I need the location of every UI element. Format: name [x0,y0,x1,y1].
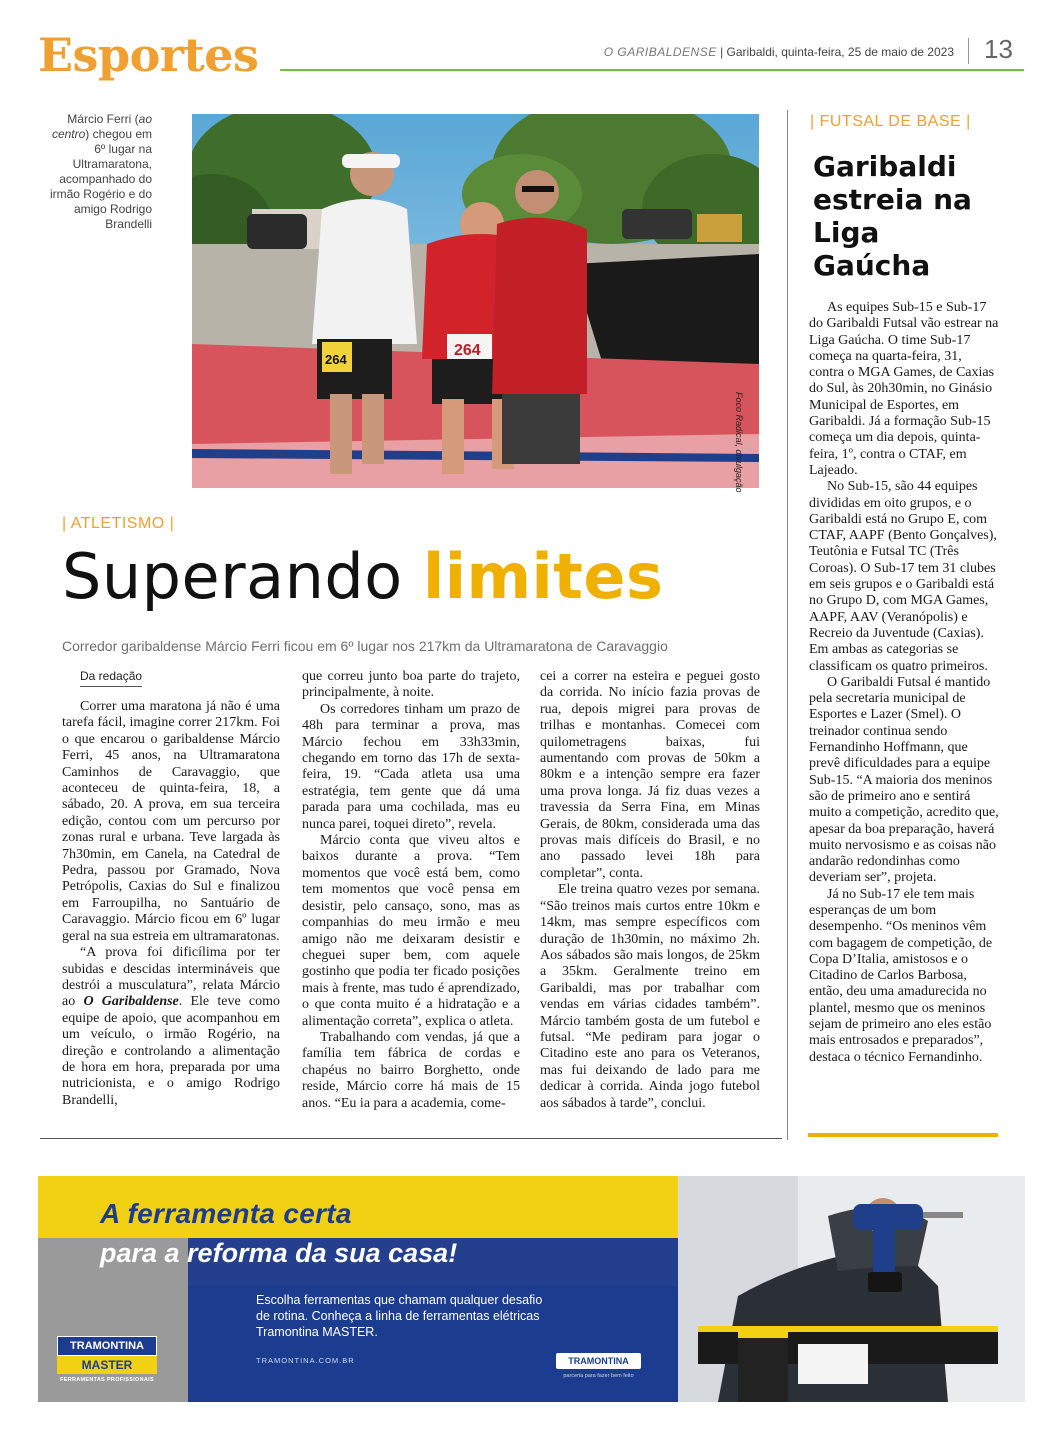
header-divider [280,69,1024,71]
paragraph: Os corredores tinham um prazo de 48h para terminar a prova, mas Márcio fechou em 33h33min, chegando em torno das 17h de sexta-feira, 19. “Cada atleta usa uma estratégia, tem gente que dá uma parada para uma cochilada, mas eu nunca parei, toquei direto”, revela. [302,701,520,832]
section-title: Esportes [38,28,259,82]
paragraph: Já no Sub-17 ele tem mais esperanças de um bom desempenho. “Os meninos vêm com bagagem de competição, de Copa D’Italia, amistosos e o Citadino de Carlos Barbosa, então, deu uma amadurecida no plantel, mesmo que os meninos sejam de primeiro ano eles estão mais entrosados e preparados”, destaca o técnico Fernandinho. [809,886,993,1065]
worker-with-drill-photo [678,1176,1025,1402]
logo-top: TRAMONTINA [57,1336,157,1356]
tramontina-advertisement[interactable] [38,1176,1025,1402]
tramontina-master-logo [57,1336,157,1383]
finish-line-photo-illustration [192,114,759,493]
newspaper-name: O Garibaldense [83,994,179,1010]
brand-tagline: parceria para fazer bem feito [563,1373,634,1379]
sidebar-kicker: | FUTSAL DE BASE | [810,113,971,130]
paragraph: que correu junto boa parte do trajeto, principalmente, à noite. [302,669,520,701]
paragraph: No Sub-15, são 44 equipes divididas em oito grupos, e o Garibaldi está no Grupo E, com CTAF, AAPF (Bento Gonçalves), Teutônia e Futsal TC (Três Coroas). O Sub-17 tem 31 clubes em seis grupos e o Garibaldi está no Grupo D, com MGA Games, AAPF, AAV (Veranópolis) e Recreio da Juventude (Caxias). Em ambas as categorias se classificam os quatro primeiros. [809,479,997,674]
tramontina-brand [556,1353,641,1379]
article-kicker: | ATLETISMO | [62,515,175,532]
logo-master: MASTER [57,1356,157,1374]
paragraph: Correr uma maratona já não é uma tarefa fácil, imagine correr 217km. Foi o que encarou o garibaldense Márcio Ferri, 45 anos, na Ultramaratona Caminhos de Caravaggio, que aconteceu de quinta-feira, 18, a sábado, 20. A prova, em sua terceira edição, contou com um percurso por zonas rural e urbana. Teve largada às 7h30min, em Canela, na Catedral de Pedra, passou por Gramado, Nova Petrópolis, Caxias do Sul e finalizou em Farroupilha, no Santuário de Caravaggio. Márcio ficou em 6º lugar geral na sua estreia em ultramaratonas. [62,699,280,944]
sidebar-end-bar [808,1133,998,1137]
finish-line-photo [192,114,759,493]
sidebar-divider [787,110,788,1140]
article-column-3 [540,669,760,1112]
bib-number-center: 264 [454,342,481,359]
dateline: | Garibaldi, quinta-feira, 25 de maio de 2023 [720,45,954,59]
bib-number-left: 264 [325,352,347,367]
logo-tagline: FERRAMENTAS PROFISSIONAIS [60,1377,154,1383]
ad-url[interactable]: TRAMONTINA.COM.BR [256,1356,355,1365]
headline-plain: Superando [62,540,423,613]
ad-headline: A ferramenta certa [100,1198,352,1229]
header-separator [968,38,969,64]
paragraph: cei a correr na esteira e peguei gosto da corrida. No início fazia provas de rua, depois migrei para provas de trilhas e montanhas. Comecei com quilometragens baixas, fui aumentando com provas de 50km a 80km e a intenção sempre era fazer uma prova longa. Já fiz duas vezes a travessia da Serra Fina, em Minas Gerais, de 80km, considerada uma das provas mais difíceis do Brasil, e no ano passado levei 18h para completar”, conta. [540,669,760,881]
article-subhead: Corredor garibaldense Márcio Ferri ficou em 6º lugar nos 217km da Ultramaratona de Caravaggio [62,638,668,654]
article-column-2 [302,669,520,1112]
page-number: 13 [984,34,1013,64]
paragraph: Márcio conta que viveu altos e baixos durante a prova. “Tem momentos que você está bem, como tem momentos que você pensa em desistir, pelo cansaço, sono, mas as companhias do meu irmão e meu amigo não me deixaram desistir e cheguei super bem, com aquele gostinho que podia ter ficado posições mais à frente, mas tudo é aprendizado, o que conta muito é a hidratação e a alimentação correta”, explica o atleta. [302,833,520,1029]
sidebar-headline: Garibaldi estreia na Liga Gaúcha [813,150,972,282]
paragraph: As equipes Sub-15 e Sub-17 do Garibaldi Futsal vão estrear na Liga Gaúcha. O time Sub-17 começa na quarta-feira, 31, contra o MGA Games, de Caxias do Sul, às 20h30min, no Ginásio Municipal de Esportes, em Garibaldi. Já a formação Sub-15 começa um dia depois, quinta-feira, 1º, contra o CTAF, em Lajeado. [809,300,999,478]
sidebar-body [809,300,999,1066]
article-headline [62,540,663,613]
paragraph: Trabalhando com vendas, já que a família tem fábrica de cordas e chapéus no bairro Borghetto, onde reside, Márcio corre há mais de 15 anos. “Eu ia para a academia, come- [302,1029,520,1111]
photo-credit: Foco Radical, divulgação [734,392,744,493]
headline-accent: limites [422,540,664,613]
header-meta [604,45,954,59]
brand-logo: TRAMONTINA [556,1353,641,1369]
publication-name: O GARIBALDENSE [603,45,717,59]
article-bottom-rule [40,1138,782,1139]
paragraph: Ele treina quatro vezes por semana. “São treinos mais curtos entre 10km e 14km, mas sempre específicos com duração de 1h30min, no máximo 2h. Aos sábados são mais longos, de 25km a 35km. Geralmente treino em Garibaldi, mas por trabalhar com vendas em várias cidades também”. Márcio também gosta de um futebol e futsal. “Me pediram para jogar o Citadino este ano para os Veteranos, mas fui deixando de lado para me dedicar à corrida. Ainda jogo futebol aos sábados à tarde”, conclui. [540,882,760,1111]
paragraph: O Garibaldi Futsal é mantido pela secretaria municipal de Esportes e Lazer (Smel). O treinador continua sendo Fernandinho Hoffmann, que prevê dificuldades para a equipe Sub-15. “A maioria dos meninos são de primeiro ano e sentirá muito a competição, acredito que, apesar da boa preparação, haverá muito nervosismo e as coisas não andarão redondinhas como deveriam ser”, projeta. [809,674,999,886]
photo-caption: Márcio Ferri (ao centro) chegou em 6º lugar na Ultramaratona, acompanhado do irmão Rogério e do amigo Rodrigo Brandelli [49,112,152,231]
paragraph: “A prova foi dificílima por ter subidas e descidas intermináveis que destrói a musculatura”, relata Márcio ao O Garibaldense. Ele teve como equipe de apoio, que acompanhou em um veículo, o irmão Rogério, na direção e controlando a alimentação de hora em hora, preparada por uma nutricionista, e o amigo Rodrigo Brandelli, [62,945,280,1108]
article-byline: Da redação [80,669,142,687]
article-column-1 [62,699,280,1109]
ad-subheadline: para a reforma da sua casa! [100,1238,458,1268]
ad-body-text: Escolha ferramentas que chamam qualquer desafio de rotina. Conheça a linha de ferramentas elétricas Tramontina MASTER. [256,1293,543,1339]
